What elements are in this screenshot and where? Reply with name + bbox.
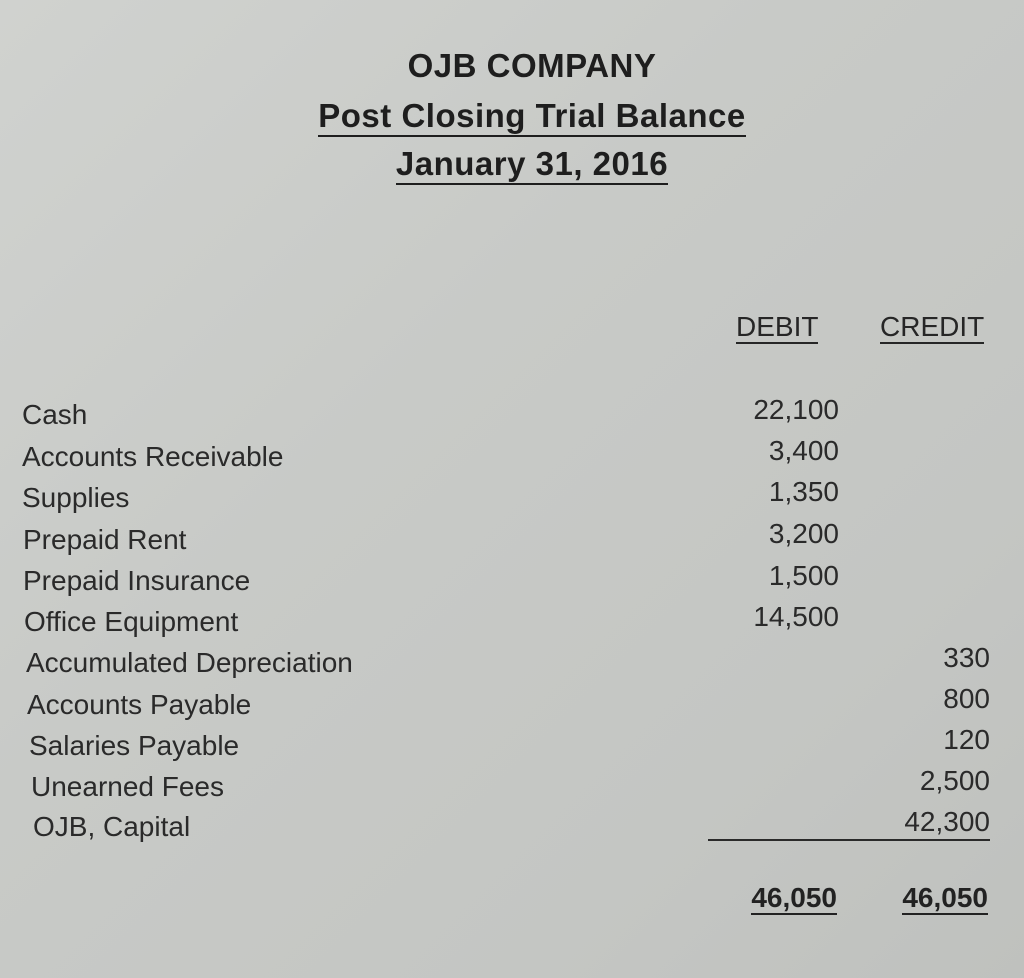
account-name: Salaries Payable: [29, 730, 240, 761]
debit-amount: 1,500: [768, 560, 839, 591]
account-name: Prepaid Insurance: [23, 565, 251, 596]
credit-amount: 330: [943, 642, 990, 673]
account-name: Accounts Receivable: [22, 441, 284, 472]
credit-amount: 42,300: [904, 806, 990, 837]
credit-amount: 2,500: [919, 765, 990, 796]
account-name: OJB, Capital: [33, 811, 191, 842]
credit-amount: 120: [943, 724, 990, 755]
account-name: Supplies: [22, 482, 130, 513]
debit-amount: 1,350: [768, 476, 839, 507]
debit-amount: 3,400: [768, 435, 839, 466]
credit-total: 46,050: [902, 882, 988, 913]
debit-amount: 3,200: [768, 518, 839, 549]
total-divider-line: [708, 839, 990, 841]
account-name: Unearned Fees: [31, 771, 225, 802]
debit-amount: 22,100: [753, 394, 839, 425]
statement-date: January 31, 2016: [0, 145, 1024, 183]
credit-column-header: CREDIT: [880, 311, 985, 342]
debit-amount: 14,500: [753, 601, 839, 632]
account-name: Accounts Payable: [27, 689, 252, 720]
account-name: Accumulated Depreciation: [26, 647, 353, 678]
debit-column-header: DEBIT: [736, 311, 819, 342]
debit-total: 46,050: [751, 882, 837, 913]
credit-amount: 800: [943, 683, 990, 714]
account-name: Prepaid Rent: [23, 524, 187, 555]
statement-title: Post Closing Trial Balance: [0, 97, 1024, 135]
account-name: Cash: [22, 399, 88, 430]
account-name: Office Equipment: [24, 606, 239, 637]
company-name: OJB COMPANY: [407, 47, 657, 84]
